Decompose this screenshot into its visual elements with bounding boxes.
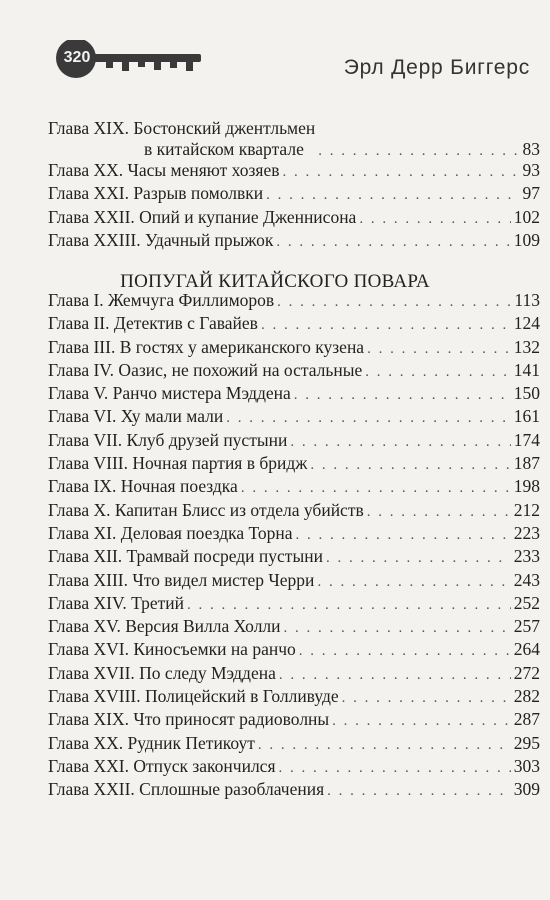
toc-entry-page: 272 [513, 662, 540, 683]
dot-leader [342, 690, 511, 707]
toc-entry-page: 282 [513, 686, 540, 707]
toc-entry-page: 303 [513, 755, 540, 776]
toc-entry-title: Глава XVIII. Полицейский в Голливуде [48, 686, 339, 707]
toc-entry-page: 295 [513, 732, 540, 753]
toc-entry-title: Глава XII. Трамвай посреди пустыни [48, 546, 323, 567]
dot-leader [266, 187, 519, 204]
toc-entry [48, 337, 540, 360]
dot-leader [187, 597, 511, 614]
toc-entry-title: Глава XIX. Бостонский джентльмен [48, 118, 316, 138]
dot-leader [284, 620, 511, 637]
toc-entry-page: 309 [513, 779, 540, 800]
toc-entry-title: Глава II. Детектив с Гавайев [48, 313, 258, 334]
toc-entry-title: Глава XV. Версия Вилла Холли [48, 616, 281, 637]
toc-entry [48, 779, 540, 802]
dot-leader [258, 737, 511, 754]
toc-entry-title: Глава XVI. Киносъемки на ранчо [48, 639, 296, 660]
toc-entry-page: 102 [513, 206, 540, 227]
dot-leader [327, 783, 511, 800]
running-header-author: Эрл Дерр Биггерс [343, 56, 530, 79]
toc-entry-page: 223 [513, 522, 540, 543]
toc-entry [48, 290, 540, 313]
toc-entry-page: 264 [513, 639, 540, 660]
toc-entry [48, 114, 540, 160]
toc-entry [48, 313, 540, 336]
toc-entry [48, 183, 540, 206]
toc-entry-page: 187 [513, 453, 540, 474]
dot-leader [299, 643, 511, 660]
toc-entry-title: Глава XXII. Сплошные разоблачения [48, 779, 325, 800]
dot-leader [283, 164, 520, 181]
toc-entry-page: 243 [513, 569, 540, 590]
toc-entry-title: Глава XI. Деловая поездка Торна [48, 522, 293, 543]
toc-entry [48, 570, 540, 593]
toc-entry-page: 174 [513, 429, 540, 450]
section-heading: ПОПУГАЙ КИТАЙСКОГО ПОВАРА [120, 271, 430, 292]
toc-entry [48, 500, 540, 523]
toc-entry-title: Глава IV. Оазис, не похожий на остальные [48, 359, 363, 380]
toc-entry [48, 733, 540, 756]
toc-entry-page: 97 [522, 183, 540, 204]
toc-entry-title: Глава XXII. Опий и купание Дженнисона [48, 206, 357, 227]
toc-entry-page: 198 [513, 476, 540, 497]
toc-entry-title: Глава XVII. По следу Мэддена [48, 662, 276, 683]
toc-entry-page: 257 [513, 616, 540, 637]
toc-entry-page: 233 [513, 546, 540, 567]
toc-entry-title: Глава XIX. Что приносят радиоволны [48, 709, 330, 730]
toc-entry [48, 686, 540, 709]
toc-entry-title: Глава III. В гостях у американского кузена [48, 336, 365, 357]
dot-leader [310, 457, 510, 474]
toc-entry [48, 476, 540, 499]
dot-leader [359, 211, 510, 228]
toc-entry-page: 132 [513, 336, 540, 357]
toc-entry [48, 207, 540, 230]
toc-entry-title-line2: в китайском квартале [144, 139, 304, 159]
page-number: 320 [63, 49, 91, 66]
toc-entry [48, 663, 540, 686]
dot-leader [332, 713, 511, 730]
toc-entry [48, 230, 540, 253]
toc-entry [48, 616, 540, 639]
toc-entry-title: Глава XXI. Разрыв помолвки [48, 183, 264, 204]
toc-entry-title: Глава VII. Клуб друзей пустыни [48, 429, 288, 450]
chapter-list [48, 290, 540, 803]
toc-entry-page: 113 [514, 290, 540, 310]
dot-leader [226, 410, 511, 427]
dot-leader [367, 341, 511, 358]
key-shaped-page-badge [46, 40, 216, 80]
toc-entry [48, 430, 540, 453]
toc-entry-page: 252 [513, 592, 540, 613]
toc-entry-title: Глава I. Жемчуга Филлиморов [48, 290, 275, 310]
toc-entry [48, 453, 540, 476]
toc-entry-page: 212 [513, 499, 540, 520]
dot-leader [367, 504, 511, 521]
dot-leader [317, 574, 510, 591]
toc-entry-page: 287 [513, 709, 540, 730]
toc-continued [48, 114, 540, 253]
toc-entry-title: Глава VIII. Ночная партия в бридж [48, 453, 308, 474]
toc-entry-page: 150 [513, 383, 540, 404]
toc-entry [48, 756, 540, 779]
dot-leader [279, 667, 511, 684]
toc-entry-title: Глава XX. Часы меняют хозяев [48, 160, 280, 180]
toc-entry [48, 360, 540, 383]
toc-entry [48, 383, 540, 406]
toc-entry-title: Глава X. Капитан Блисс из отдела убийств [48, 499, 364, 520]
dot-leader [290, 434, 510, 451]
toc-entry [48, 639, 540, 662]
dot-leader [326, 550, 511, 567]
toc-entry [48, 546, 540, 569]
toc-entry-title: Глава VI. Ху мали мали [48, 406, 224, 427]
toc-entry-page: 161 [513, 406, 540, 427]
dot-leader [277, 294, 511, 311]
toc-entry-page: 109 [513, 229, 540, 250]
toc-entry [48, 709, 540, 732]
toc-entry [48, 406, 540, 429]
toc-entry-title: Глава XIII. Что видел мистер Черри [48, 569, 315, 590]
toc-entry-title: Глава XXIII. Удачный прыжок [48, 229, 274, 250]
dot-leader [279, 760, 511, 777]
toc-entry-page: 124 [513, 313, 540, 334]
dot-leader [318, 143, 519, 160]
dot-leader [365, 364, 510, 381]
toc-entry-title: Глава IX. Ночная поездка [48, 476, 238, 497]
toc-entry-page: 93 [522, 160, 540, 180]
toc-entry-page: 141 [513, 359, 540, 380]
toc-entry-title: Глава V. Ранчо мистера Мэддена [48, 383, 291, 404]
toc-entry-title: Глава XXI. Отпуск закончился [48, 755, 276, 776]
toc-entry [48, 160, 540, 183]
dot-leader [276, 234, 510, 251]
dot-leader [261, 317, 511, 334]
toc-entry-page: 83 [522, 139, 540, 159]
dot-leader [294, 387, 511, 404]
toc-entry-title: Глава XIV. Третий [48, 592, 184, 613]
dot-leader [241, 480, 511, 497]
toc-entry-title: Глава XX. Рудник Петикоут [48, 732, 255, 753]
dot-leader [296, 527, 511, 544]
toc-entry [48, 593, 540, 616]
toc-entry [48, 523, 540, 546]
